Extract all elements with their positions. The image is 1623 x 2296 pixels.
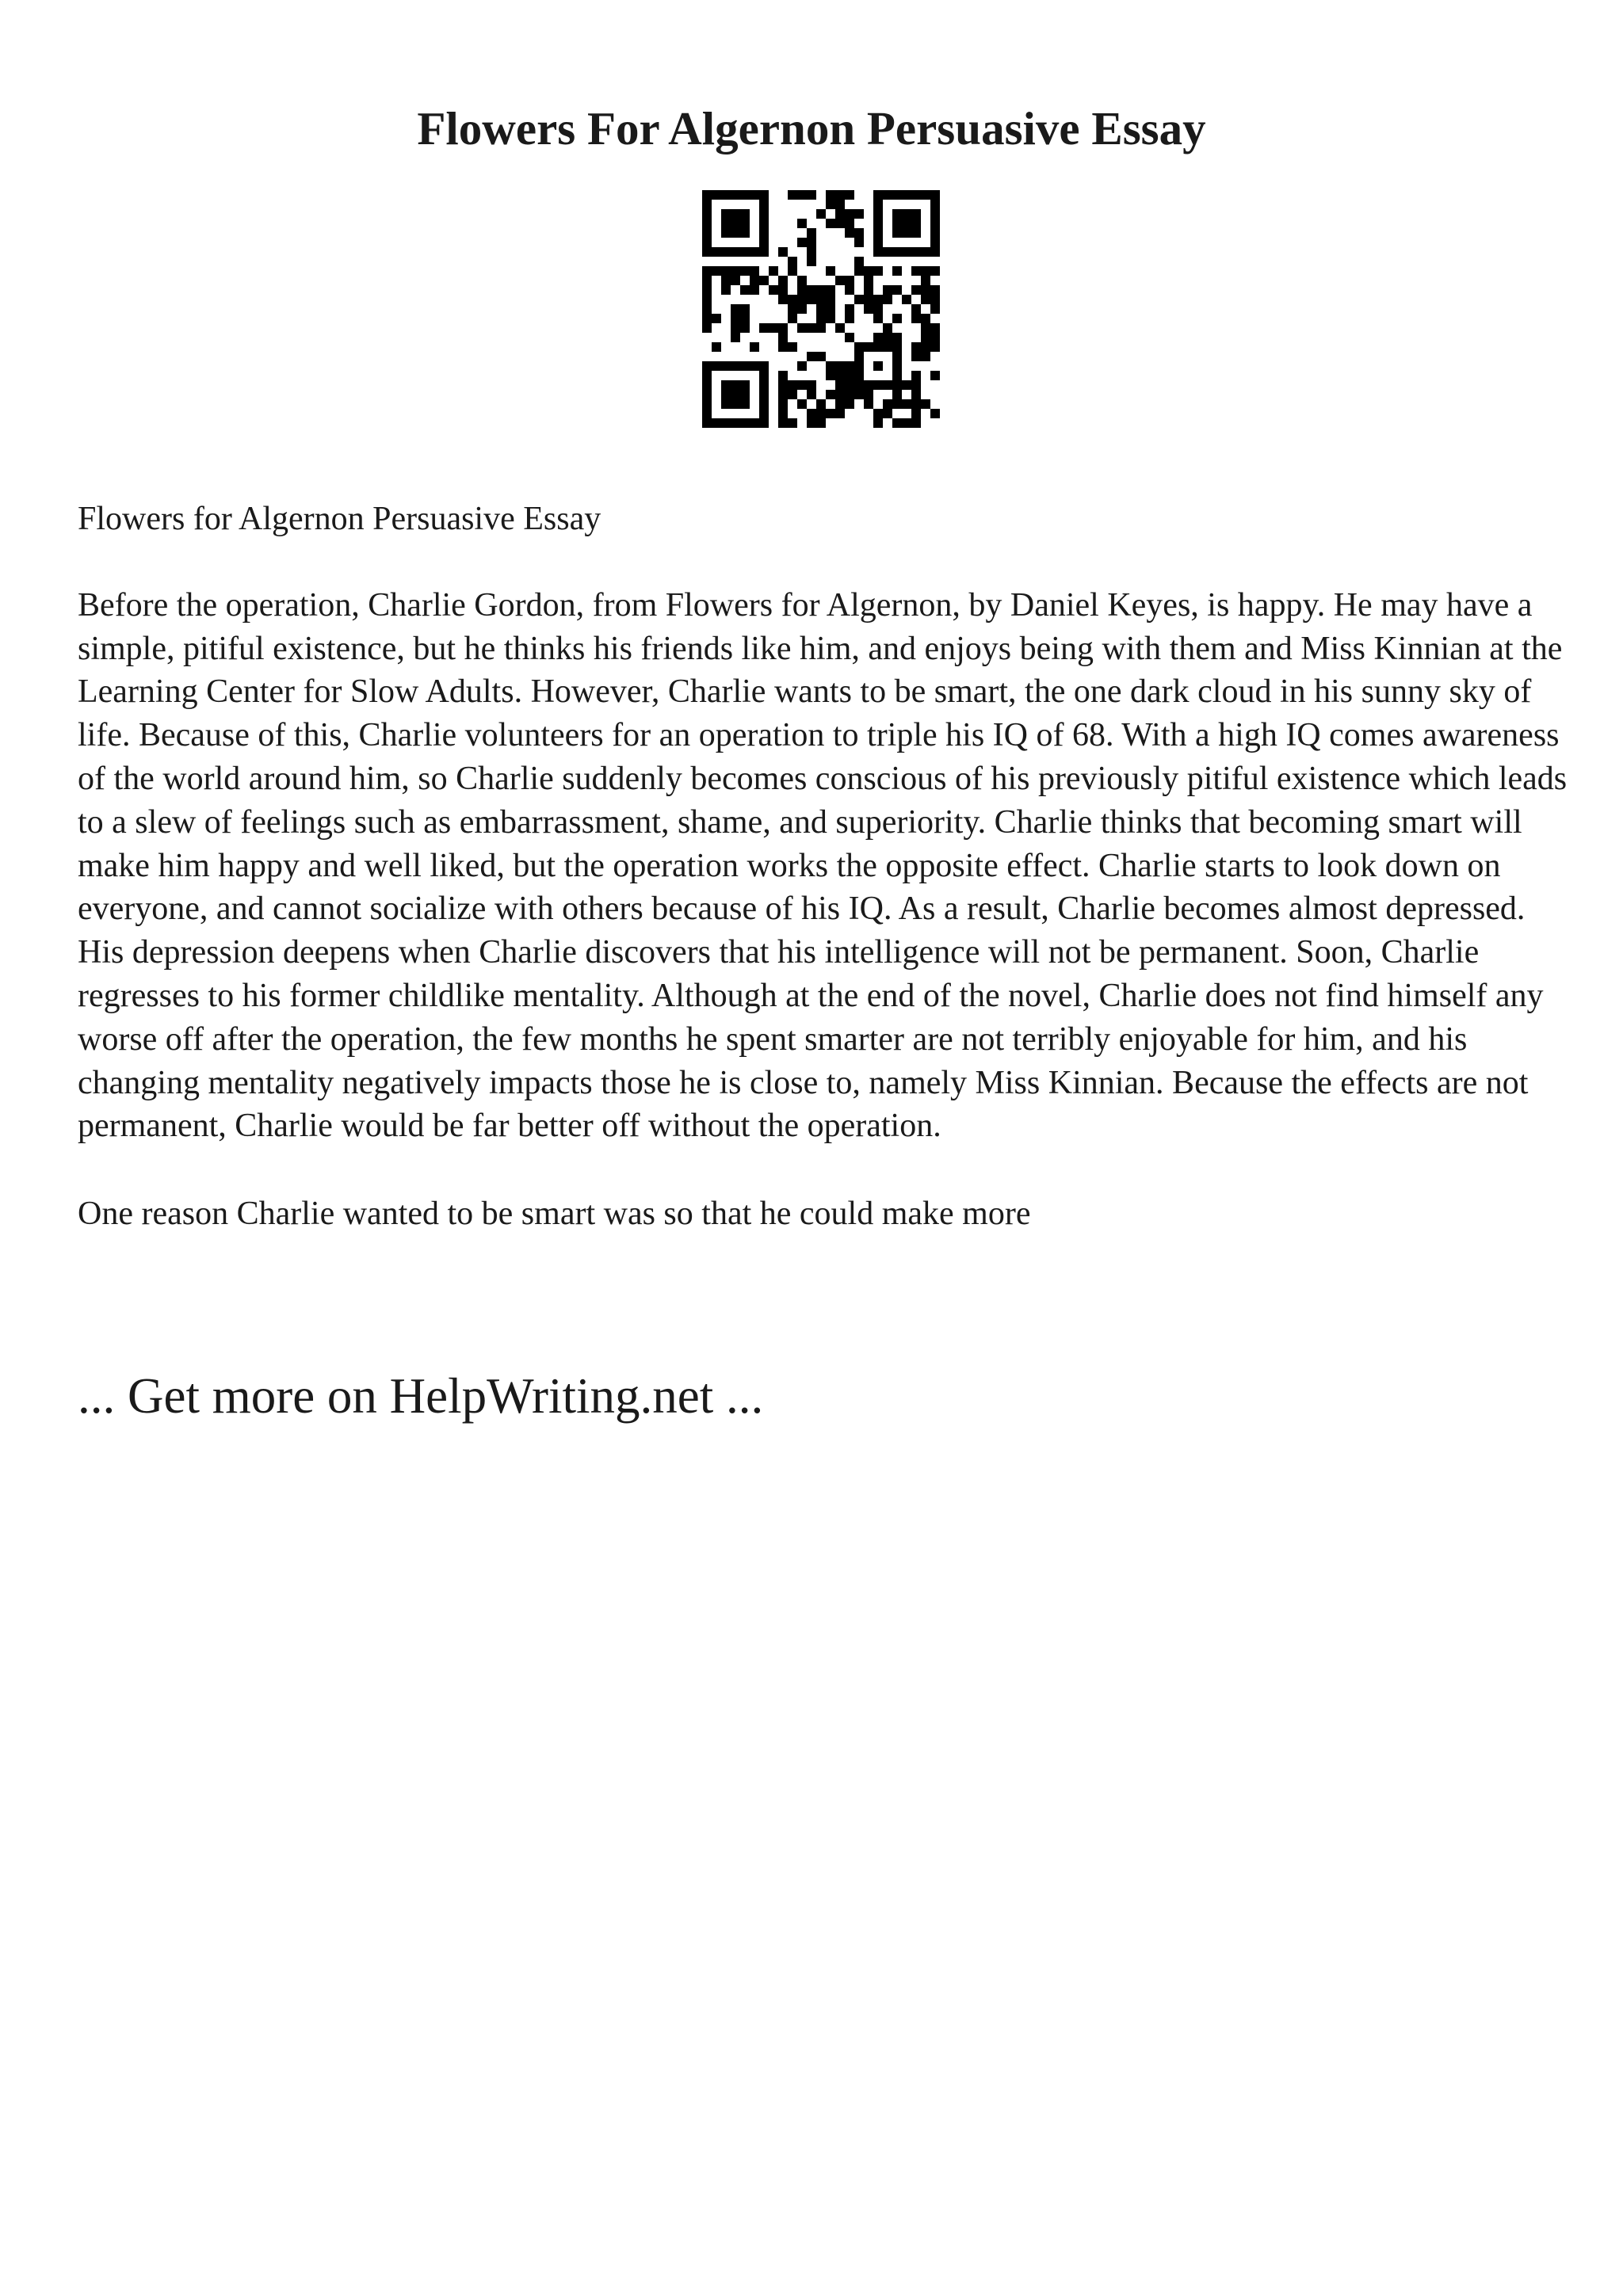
essay-subtitle: Flowers for Algernon Persuasive Essay <box>78 501 601 537</box>
essay-body <box>78 498 1568 1280</box>
essay-paragraph: Before the operation, Charlie Gordon, from Flowers for Algernon, by Daniel Keyes, is happy. He may have a simple, pitiful existence, but he thinks his friends like him, and enjoys being with them and Miss Kinnian at the Learning Center for Slow Adults. However, Charlie wants to be smart, the one dark cloud in his sunny sky of life. Because of this, Charlie volunteers for an operation to triple his IQ of 68. With a high IQ comes awareness of the world around him, so Charlie suddenly becomes conscious of his previously pitiful existence which leads to a slew of feelings such as embarrassment, shame, and superiority. Charlie thinks that becoming smart will make him happy and well liked, but the operation works the opposite effect. Charlie starts to look down on everyone, and cannot socialize with others because of his IQ. As a result, Charlie becomes almost depressed. His depression deepens when Charlie discovers that his intelligence will not be permanent. Soon, Charlie regresses to his former childlike mentality. Although at the end of the novel, Charlie does not find himself any worse off after the operation, the few months he spent smarter are not terribly enjoyable for him, and his changing mentality negatively impacts those he is close to, namely Miss Kinnian. Because the effects are not permanent, Charlie would be far better off without the operation. <box>78 586 1568 1145</box>
get-more-link[interactable]: ... Get more on HelpWriting.net ... <box>78 1368 764 1424</box>
document-title: Flowers For Algernon Persuasive Essay <box>417 102 1206 154</box>
essay-paragraph: One reason Charlie wanted to be smart was so that he could make more <box>78 1196 1031 1233</box>
qr-code-icon <box>702 190 940 428</box>
